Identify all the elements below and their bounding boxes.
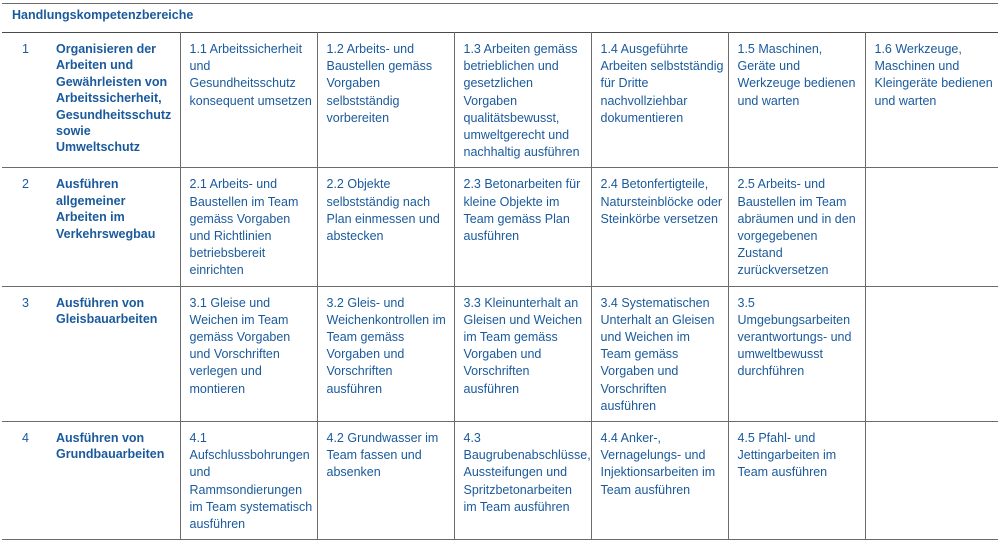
table-row	[2, 33, 998, 168]
competency-cell: 2.4 Betonfertigteile, Natursteinblöcke oder Steinkörbe versetzen	[591, 168, 728, 286]
competency-cell: 2.5 Arbeits- und Baustellen im Team abräumen und in den vorgegebenen Zustand zurückversetzen	[728, 168, 865, 286]
competency-cell: 1.4 Ausgeführte Arbeiten selbstständig für Dritte nachvollziehbar dokumentieren	[591, 33, 728, 168]
area-title: Ausführen von Gleisbauarbeiten	[56, 295, 158, 327]
competency-cell	[865, 286, 998, 421]
competency-cell	[865, 422, 998, 540]
competency-cell: 1.6 Werkzeuge, Maschinen und Kleingeräte bedienen und warten	[865, 33, 998, 168]
competency-cell: 1.3 Arbeiten gemäss betrieblichen und gesetzlichen Vorgaben qualitätsbewusst, umweltgerecht und nachhaltig ausführen	[454, 33, 591, 168]
competency-cell: 4.2 Grundwasser im Team fassen und absenken	[317, 422, 454, 540]
competency-cell: 1.5 Maschinen, Geräte und Werkzeuge bedienen und warten	[728, 33, 865, 168]
competency-cell: 4.1 Aufschlussbohrungen und Rammsondierungen im Team systematisch ausführen	[180, 422, 317, 540]
table-title: Handlungskompetenzbereiche	[12, 8, 194, 22]
area-title: Ausführen allgemeiner Arbeiten im Verkehrswegbau	[56, 177, 156, 241]
row-number: 1	[22, 42, 29, 56]
competency-cell: 2.3 Betonarbeiten für kleine Objekte im Team gemäss Plan ausführen	[454, 168, 591, 286]
area-title: Ausführen von Grundbauarbeiten	[56, 431, 165, 462]
competency-cell: 1.2 Arbeits- und Baustellen gemäss Vorgaben selbstständig vorbereiten	[317, 33, 454, 168]
row-number: 3	[22, 295, 29, 310]
competency-table	[2, 32, 998, 540]
competency-cell: 3.5 Umgebungsarbeiten verantwortungs- und umweltbewusst durchführen	[728, 286, 865, 421]
table-row	[2, 168, 998, 286]
competency-cell: 4.3 Baugrubenabschlüsse, Aussteifungen und Spritzbetonarbeiten im Team ausführen	[454, 422, 591, 540]
competency-cell: 1.1 Arbeitssicherheit und Gesundheitsschutz konsequent umsetzen	[180, 33, 317, 168]
competency-cell: 4.4 Anker-, Vernagelungs- und Injektionsarbeiten im Team ausführen	[591, 422, 728, 540]
competency-table-body	[2, 33, 998, 540]
competency-cell: 3.3 Kleinunterhalt an Gleisen und Weichen im Team gemäss Vorgaben und Vorschriften ausführen	[454, 286, 591, 421]
competency-cell: 3.2 Gleis- und Weichenkontrollen im Team gemäss Vorgaben und Vorschriften ausführen	[317, 286, 454, 421]
competency-cell	[865, 168, 998, 286]
competency-cell: 2.1 Arbeits- und Baustellen im Team gemäss Vorgaben und Richtlinien betriebsbereit einrichten	[180, 168, 317, 286]
table-row	[2, 286, 998, 421]
competency-cell: 2.2 Objekte selbstständig nach Plan einmessen und abstecken	[317, 168, 454, 286]
table-row	[2, 422, 998, 540]
row-number: 2	[22, 177, 29, 192]
top-rule	[2, 3, 998, 4]
competency-cell: 3.4 Systematischen Unterhalt an Gleisen und Weichen im Team gemäss Vorgaben und Vorschriften ausführen	[591, 286, 728, 421]
area-title: Organisieren der Arbeiten und Gewährleisten von Arbeitssicherheit, Gesundheitsschutz sowie Umweltschutz	[56, 42, 172, 155]
row-number: 4	[22, 431, 29, 446]
competency-cell: 3.1 Gleise und Weichen im Team gemäss Vorgaben und Vorschriften verlegen und montieren	[180, 286, 317, 421]
competency-cell: 4.5 Pfahl- und Jettingarbeiten im Team ausführen	[728, 422, 865, 540]
